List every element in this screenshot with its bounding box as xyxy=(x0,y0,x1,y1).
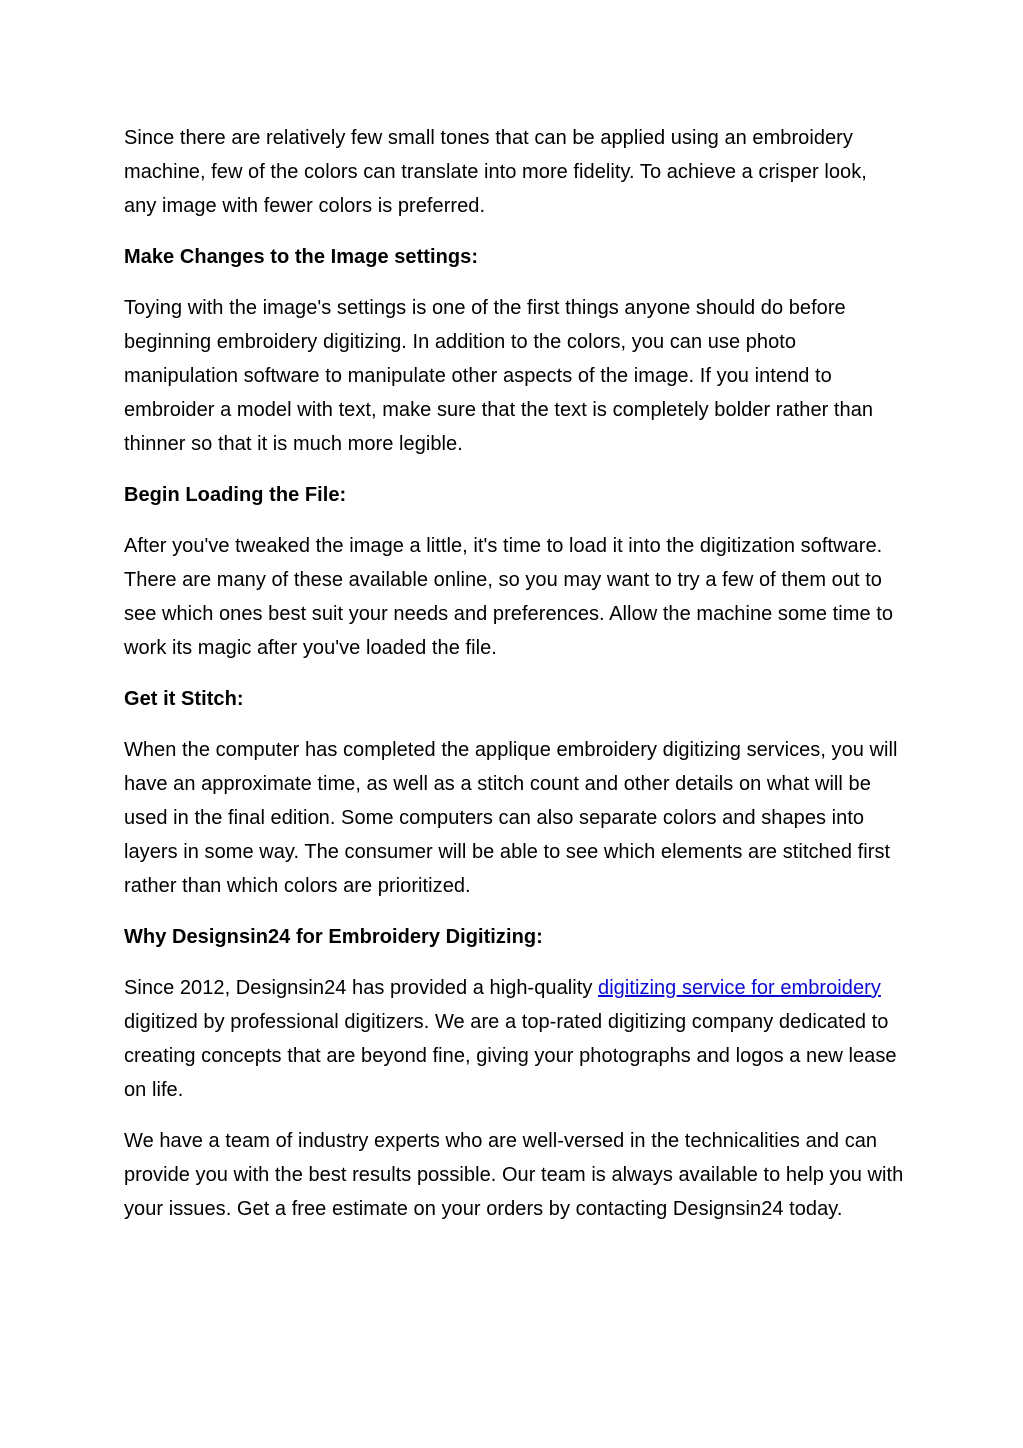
digitizing-service-link[interactable]: digitizing service for embroidery xyxy=(598,977,881,999)
paragraph-team: We have a team of industry experts who are well-versed in the technicalities and can provide you with the best results possible. Our team is always available to help you with your issues. Get a free estimate on your orders by contacting Designsin24 today. xyxy=(124,1130,904,1220)
paragraph-image-settings: Toying with the image's settings is one of the first things anyone should do before beginning embroidery digitizing. In addition to the colors, you can use photo manipulation software to manipulate other aspects of the image. If you intend to embroider a model with text, make sure that the text is completely bolder rather than thinner so that it is much more legible. xyxy=(124,297,874,455)
heading-image-settings: Make Changes to the Image settings: xyxy=(124,246,479,268)
heading-why-designsin24: Why Designsin24 for Embroidery Digitizing: xyxy=(124,926,543,948)
paragraph-get-it-stitch: When the computer has completed the applique embroidery digitizing services, you will have an approximate time, as well as a stitch count and other details on what will be used in the final edition. Some computers can also separate colors and shapes into layers in some way. The consumer will be able to see which elements are stitched first rather than which colors are prioritized. xyxy=(124,739,898,897)
paragraph-why-designsin24 xyxy=(124,971,904,1107)
paragraph-why-text-after-link: digitized by professional digitizers. We are a top-rated digitizing company dedicated to creating concepts that are beyond fine, giving your photographs and logos a new lease on life. xyxy=(124,1011,897,1101)
paragraph-intro: Since there are relatively few small tones that can be applied using an embroidery machine, few of the colors can translate into more fidelity. To achieve a crisper look, any image with fewer colors is preferred. xyxy=(124,127,867,217)
heading-get-it-stitch: Get it Stitch: xyxy=(124,688,244,710)
document-page xyxy=(124,121,904,1243)
paragraph-loading-file: After you've tweaked the image a little, it's time to load it into the digitization software. There are many of these available online, so you may want to try a few of them out to see which ones best suit your needs and preferences. Allow the machine some time to work its magic after you've loaded the file. xyxy=(124,535,894,659)
paragraph-why-text-before-link: Since 2012, Designsin24 has provided a high-quality xyxy=(124,977,599,999)
heading-loading-file: Begin Loading the File: xyxy=(124,484,347,506)
